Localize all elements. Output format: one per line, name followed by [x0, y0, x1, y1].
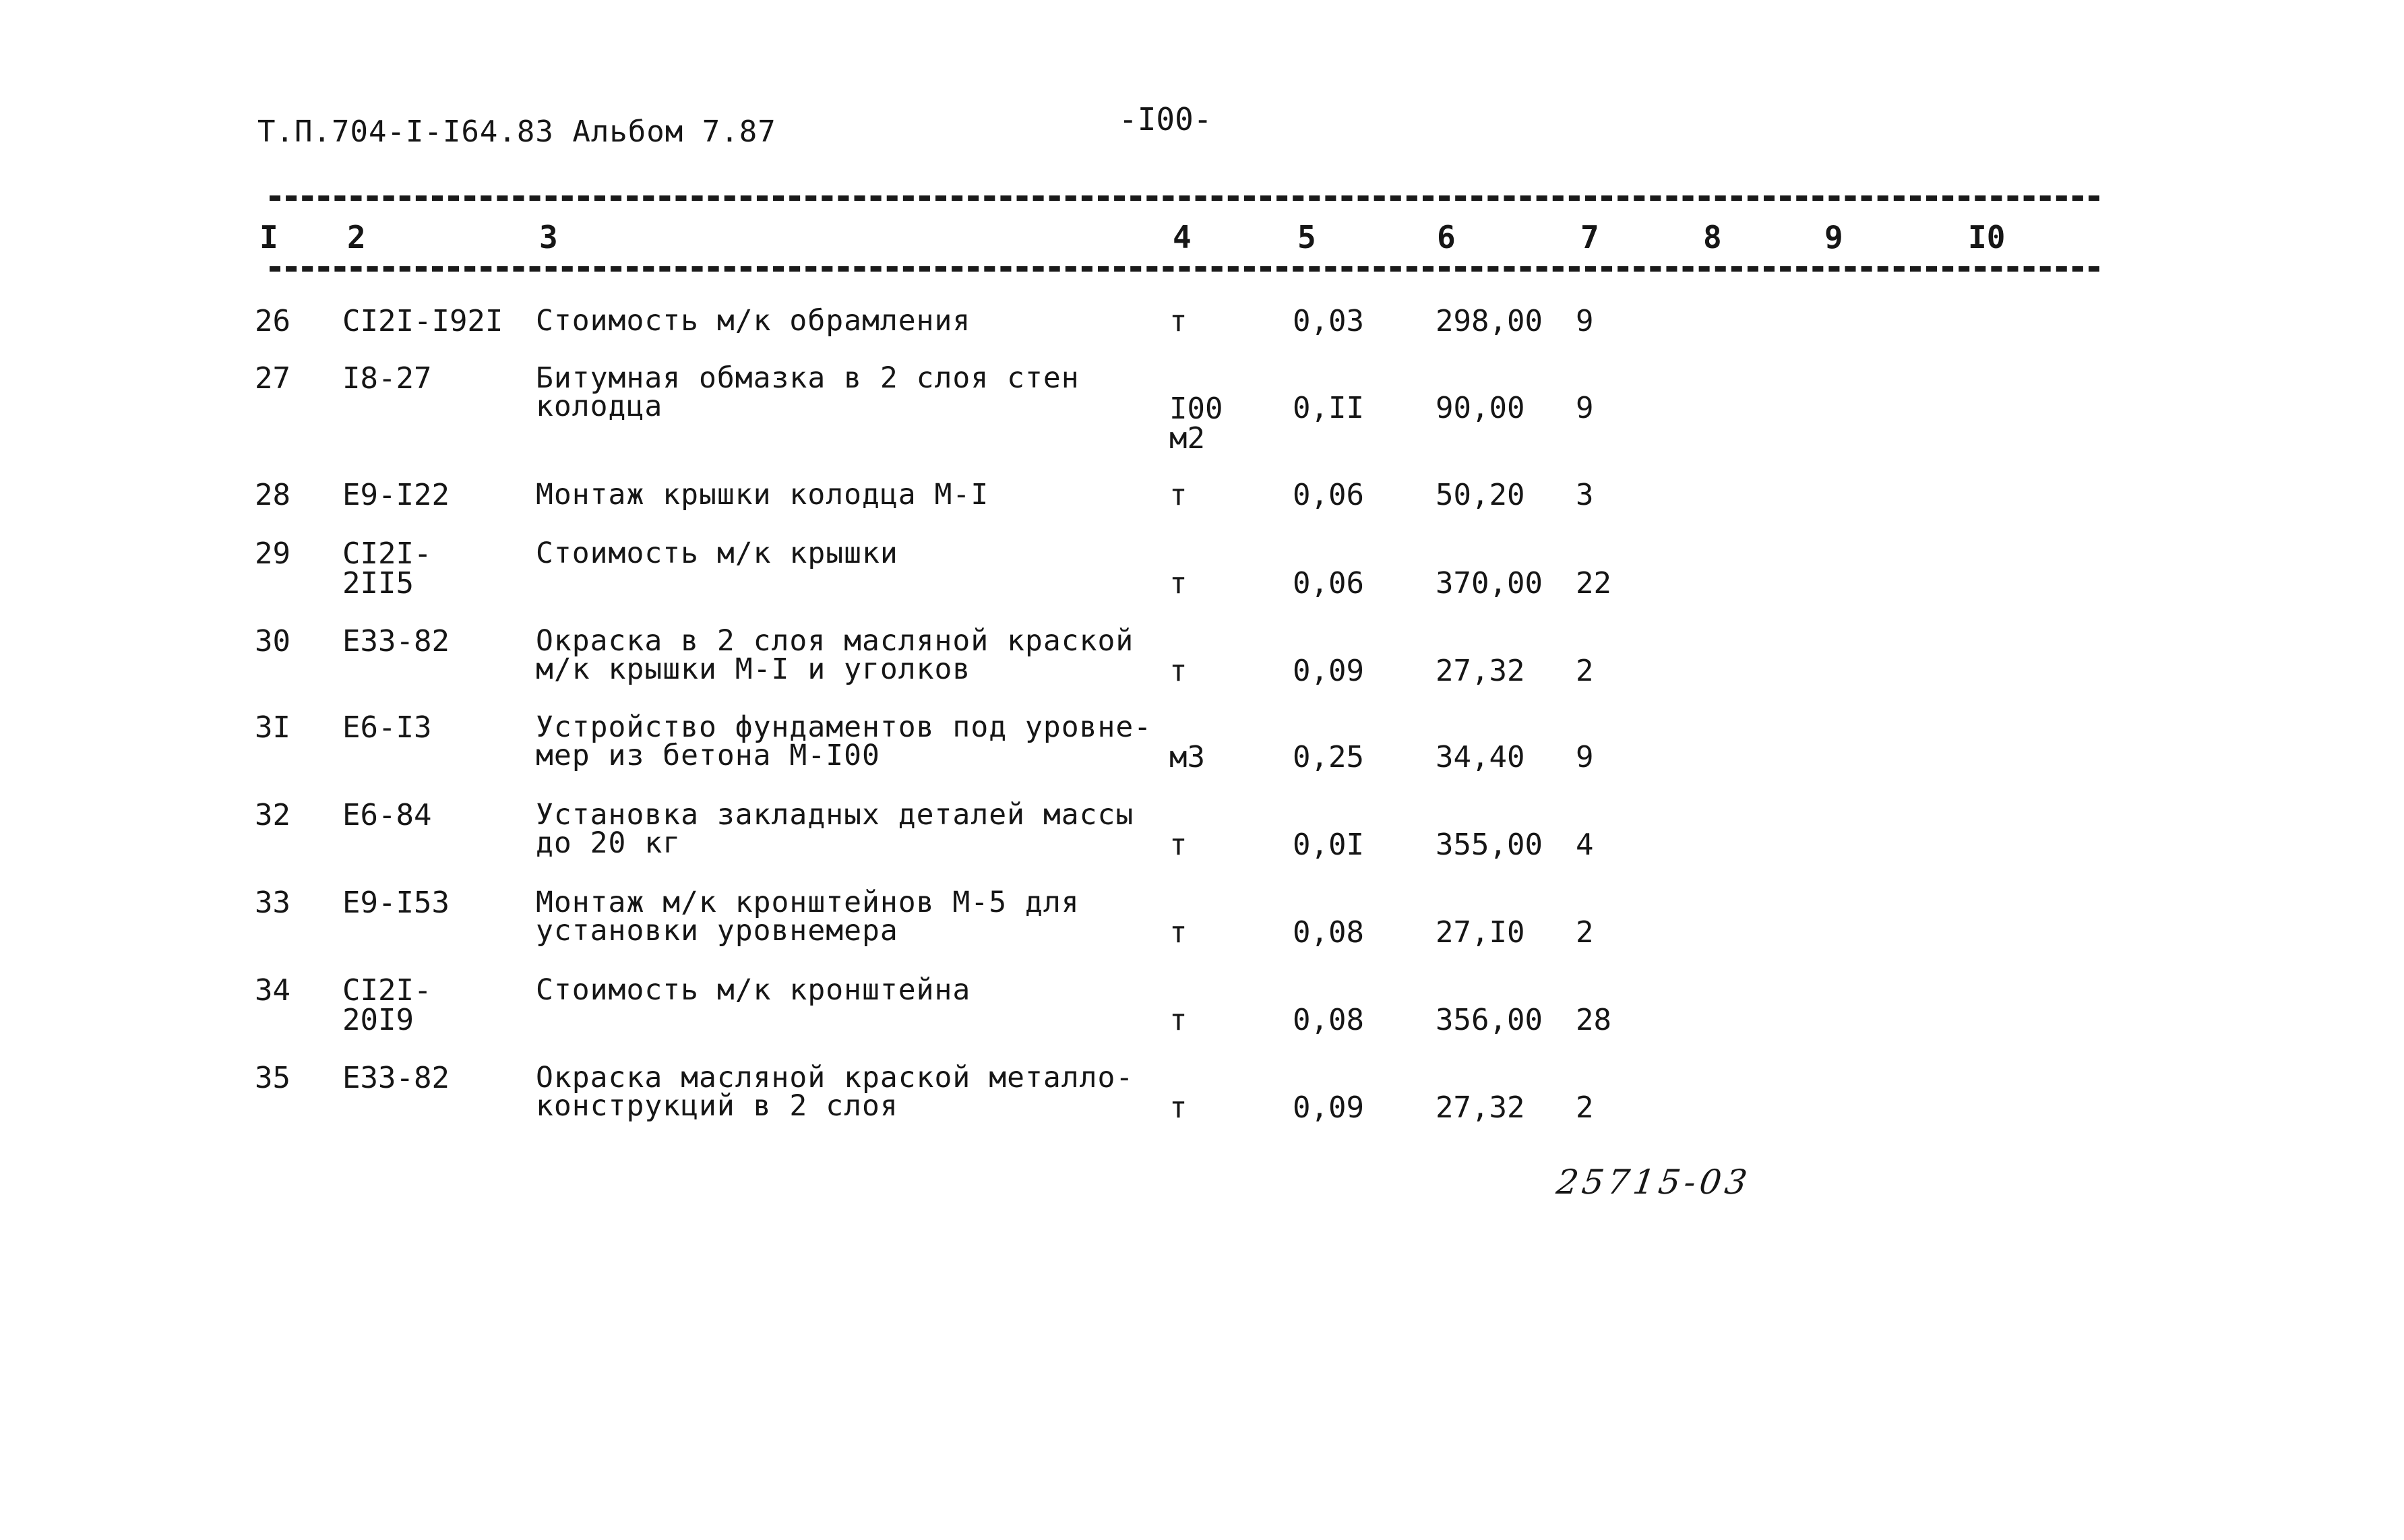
row-col7: 9	[1576, 304, 1594, 338]
column-header-6: 6	[1437, 219, 1456, 255]
row-price: 27,I0	[1436, 915, 1525, 950]
row-number: 34	[255, 973, 290, 1008]
row-quantity: 0,0I	[1293, 828, 1364, 862]
table-top-divider	[270, 195, 2099, 201]
row-number: 28	[255, 478, 290, 512]
row-quantity: 0,09	[1293, 1090, 1364, 1125]
row-code: CI2I-I92I	[342, 304, 503, 338]
row-description: Окраска в 2 слоя масляной краской м/к крышки М-I и уголков	[536, 624, 1134, 686]
row-unit: т	[1169, 304, 1188, 338]
row-description: Стоимость м/к обрамления	[536, 304, 971, 338]
column-header-10: I0	[1968, 219, 2006, 255]
handwritten-number: 25715-03	[1553, 1163, 1754, 1202]
row-quantity: 0,II	[1293, 391, 1364, 425]
row-col7: 2	[1576, 1090, 1594, 1125]
row-col7: 3	[1576, 478, 1594, 512]
row-number: 27	[255, 361, 290, 396]
row-col7: 22	[1576, 566, 1611, 600]
row-col7: 9	[1576, 391, 1594, 425]
row-quantity: 0,06	[1293, 478, 1364, 512]
page-number: -I00-	[1119, 101, 1212, 137]
row-description: Монтаж крышки колодца М-I	[536, 478, 989, 512]
table-header-divider	[270, 266, 2099, 272]
row-unit: т	[1169, 478, 1188, 512]
row-col7: 4	[1576, 828, 1594, 862]
row-price: 27,32	[1436, 1090, 1525, 1125]
row-number: 29	[255, 536, 290, 571]
row-description: Стоимость м/к крышки	[536, 536, 898, 570]
row-price: 34,40	[1436, 740, 1525, 774]
row-price: 355,00	[1436, 828, 1543, 862]
row-code: E6-I3	[342, 710, 432, 745]
row-code: I8-27	[342, 361, 432, 396]
row-quantity: 0,06	[1293, 566, 1364, 600]
row-price: 370,00	[1436, 566, 1543, 600]
row-description: Установка закладных деталей массы до 20 кг	[536, 798, 1134, 860]
row-quantity: 0,25	[1293, 740, 1364, 774]
row-description: Стоимость м/к кронштейна	[536, 973, 971, 1007]
row-number: 30	[255, 624, 290, 658]
row-price: 90,00	[1436, 391, 1525, 425]
row-unit: т	[1169, 1090, 1188, 1125]
row-code: E33-82	[342, 624, 450, 658]
column-header-2: 2	[347, 219, 366, 255]
row-unit: т	[1169, 654, 1188, 688]
row-number: 33	[255, 886, 290, 920]
column-header-9: 9	[1824, 219, 1843, 255]
row-code: E6-84	[342, 798, 432, 832]
row-price: 50,20	[1436, 478, 1525, 512]
row-code: E9-I53	[342, 886, 450, 920]
row-quantity: 0,09	[1293, 654, 1364, 688]
row-unit: м3	[1169, 740, 1205, 774]
row-code: CI2I- 20I9	[342, 973, 432, 1037]
row-unit: т	[1169, 1003, 1188, 1037]
row-col7: 2	[1576, 915, 1594, 950]
row-quantity: 0,03	[1293, 304, 1364, 338]
document-reference: Т.П.704-I-I64.83 Альбом 7.87	[257, 115, 776, 149]
row-description: Окраска масляной краской металло- конструкций в 2 слоя	[536, 1061, 1134, 1123]
row-col7: 28	[1576, 1003, 1611, 1037]
row-description: Битумная обмазка в 2 слоя стен колодца	[536, 361, 1080, 423]
row-description: Устройство фундаментов под уровне- мер из бетона М-I00	[536, 710, 1152, 772]
column-header-1: I	[259, 219, 278, 255]
row-unit: I00 м2	[1169, 392, 1223, 456]
row-col7: 2	[1576, 654, 1594, 688]
row-code: E9-I22	[342, 478, 450, 512]
row-unit: т	[1169, 828, 1188, 862]
row-unit: т	[1169, 915, 1188, 950]
row-price: 356,00	[1436, 1003, 1543, 1037]
row-price: 27,32	[1436, 654, 1525, 688]
row-number: 3I	[255, 710, 290, 745]
row-code: E33-82	[342, 1061, 450, 1095]
column-header-7: 7	[1580, 219, 1599, 255]
row-code: CI2I- 2II5	[342, 536, 432, 600]
row-unit: т	[1169, 566, 1188, 600]
row-quantity: 0,08	[1293, 915, 1364, 950]
column-header-4: 4	[1173, 219, 1192, 255]
row-col7: 9	[1576, 740, 1594, 774]
column-header-8: 8	[1703, 219, 1722, 255]
column-header-3: 3	[539, 219, 558, 255]
row-description: Монтаж м/к кронштейнов М-5 для установки уровнемера	[536, 886, 1080, 948]
row-number: 32	[255, 798, 290, 832]
row-quantity: 0,08	[1293, 1003, 1364, 1037]
row-number: 26	[255, 304, 290, 338]
column-header-5: 5	[1297, 219, 1316, 255]
row-number: 35	[255, 1061, 290, 1095]
row-price: 298,00	[1436, 304, 1543, 338]
